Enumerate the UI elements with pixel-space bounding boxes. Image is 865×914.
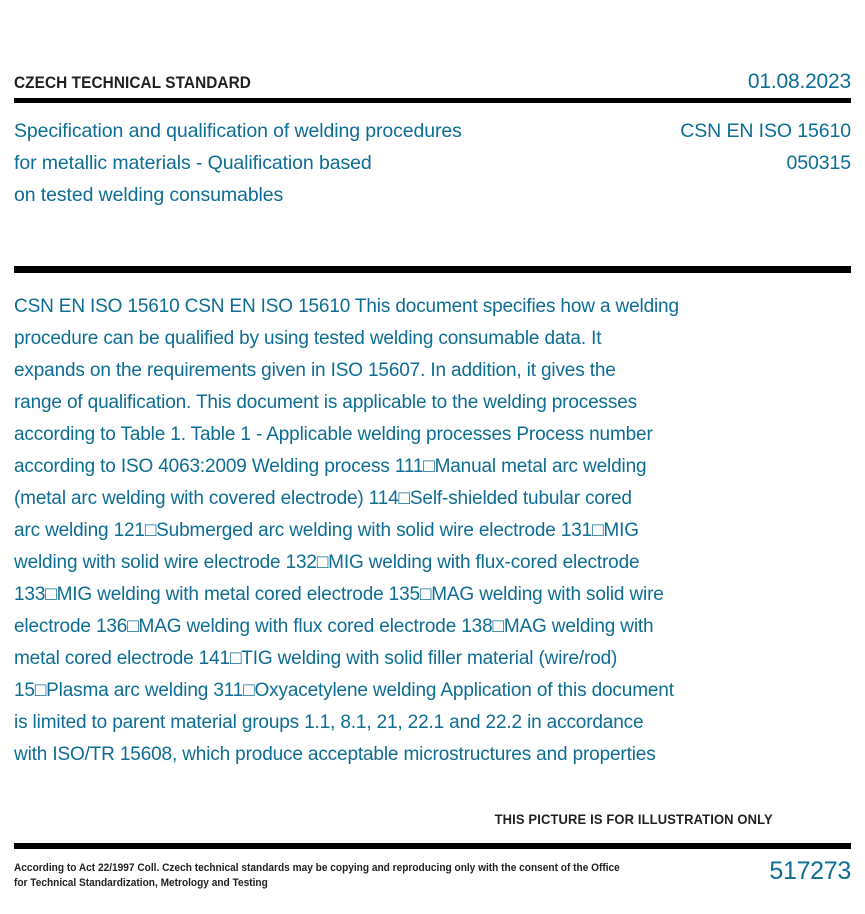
illustration-only-notice: THIS PICTURE IS FOR ILLUSTRATION ONLY [494,812,773,827]
abstract-line: welding with solid wire electrode 132□MIG welding with flux-cored electrode [14,552,640,573]
document-codes [680,115,851,179]
classification-number: 050315 [786,152,851,174]
abstract-line: expands on the requirements given in ISO 15607. In addition, it gives the [14,360,616,381]
document-type-label: CZECH TECHNICAL STANDARD [14,74,251,92]
standard-number: CSN EN ISO 15610 [680,120,851,142]
abstract-line: CSN EN ISO 15610 CSN EN ISO 15610 This document specifies how a welding [14,296,679,317]
abstract-line: 15□Plasma arc welding 311□Oxyacetylene welding Application of this document [14,680,674,701]
abstract-line: is limited to parent material groups 1.1, 8.1, 21, 22.1 and 22.2 in accordance [14,712,644,733]
title-line-2: for metallic materials - Qualification based [14,152,372,174]
abstract-line: metal cored electrode 141□TIG welding with solid filler material (wire/rod) [14,648,618,669]
document-title [14,115,462,211]
document-header [14,70,851,94]
footer-divider-rule [14,843,851,849]
order-number: 517273 [769,857,851,885]
abstract-text [14,291,814,771]
footer-legal-line-2: for Technical Standardization, Metrology and Testing [14,877,268,889]
publication-date: 01.08.2023 [747,70,851,93]
abstract-line: range of qualification. This document is applicable to the welding processes [14,392,638,413]
footer-legal-notice [14,861,620,891]
title-line-1: Specification and qualification of welding procedures [14,120,462,142]
abstract-line: procedure can be qualified by using tested welding consumable data. It [14,328,602,349]
document-footer [14,857,851,891]
footer-legal-line-1: According to Act 22/1997 Coll. Czech technical standards may be copying and reproducing only with the consent of the Office [14,862,620,874]
abstract-line: 133□MIG welding with metal cored electrode 135□MAG welding with solid wire [14,584,664,605]
title-line-3: on tested welding consumables [14,184,284,206]
abstract-line: according to ISO 4063:2009 Welding process 111□Manual metal arc welding [14,456,647,477]
header-divider-rule [14,98,851,103]
abstract-divider-rule [14,266,851,273]
abstract-line: according to Table 1. Table 1 - Applicable welding processes Process number [14,424,653,445]
abstract-line: electrode 136□MAG welding with flux cored electrode 138□MAG welding with [14,616,654,637]
abstract-line: (metal arc welding with covered electrode) 114□Self-shielded tubular cored [14,488,632,509]
title-and-code-block [14,115,851,211]
abstract-line: with ISO/TR 15608, which produce acceptable microstructures and properties [14,744,656,765]
abstract-line: arc welding 121□Submerged arc welding with solid wire electrode 131□MIG [14,520,639,541]
